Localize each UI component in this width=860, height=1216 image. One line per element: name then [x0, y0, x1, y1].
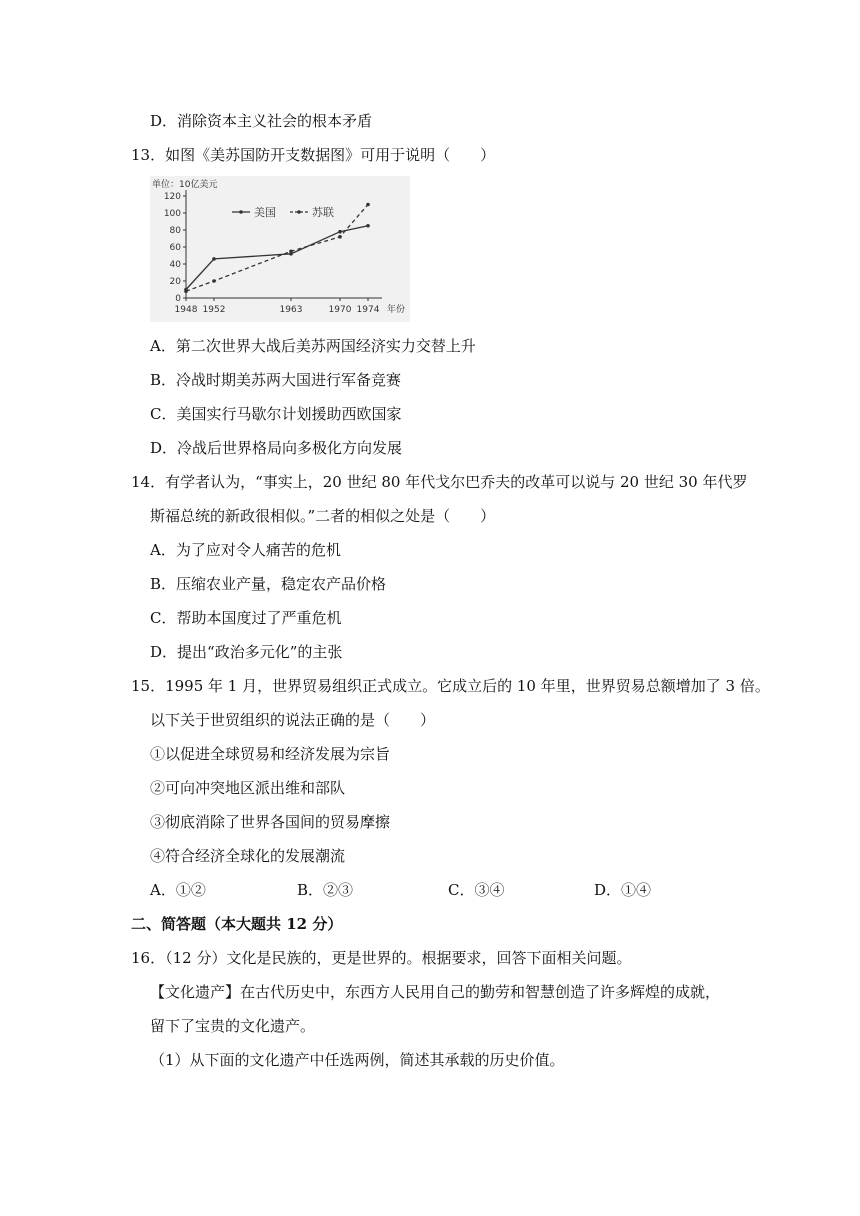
legend-label-usa: 美国 [254, 206, 276, 219]
q14-option-b: B．压缩农业产量，稳定农产品价格 [150, 575, 387, 593]
q15-statement-2: ②可向冲突地区派出维和部队 [150, 779, 346, 797]
q14-stem-line2: 斯福总统的新政很相似。”二者的相似之处是（ ） [150, 507, 496, 525]
data-point-usa [212, 257, 216, 261]
legend-label-ussr: 苏联 [312, 206, 334, 219]
chart-unit-label: 单位：10亿美元 [152, 180, 218, 190]
q15-statement-1: ①以促进全球贸易和经济发展为宗旨 [150, 745, 391, 763]
q15-statement-4: ④符合经济全球化的发展潮流 [150, 847, 346, 865]
chart-x-tick-label: 1952 [202, 305, 226, 315]
q16-paragraph-line2: 留下了宝贵的文化遗产。 [150, 1017, 316, 1035]
q15-option-a: A．①② [150, 881, 206, 899]
chart-y-tick-label: 60 [169, 243, 181, 253]
chart-y-tick-label: 120 [163, 192, 181, 202]
legend-marker-ussr [297, 210, 301, 214]
chart-y-tick-label: 20 [169, 277, 181, 287]
q16-subquestion-1: （1）从下面的文化遗产中任选两例，简述其承载的历史价值。 [150, 1051, 565, 1069]
chart-svg [150, 176, 410, 322]
chart-x-tick-label: 1974 [356, 305, 380, 315]
q15-stem-line1: 15．1995 年 1 月，世界贸易组织正式成立。它成立后的 10 年里，世界贸易总额增加了 3 倍。 [131, 677, 770, 695]
q16-paragraph-line1: 【文化遗产】在古代历史中，东西方人民用自己的勤劳和智慧创造了许多辉煌的成就， [150, 983, 721, 1001]
q13-option-a: A．第二次世界大战后美苏两国经济实力交替上升 [150, 337, 476, 355]
chart-x-tick-label: 1948 [174, 305, 198, 315]
chart-y-tick-label: 40 [169, 260, 181, 270]
data-point-usa [366, 224, 370, 228]
q12-option-d: D．消除资本主义社会的根本矛盾 [150, 112, 373, 130]
data-point-ussr [366, 203, 370, 207]
chart-x-suffix: 年份 [387, 305, 406, 315]
q13-option-d: D．冷战后世界格局向多极化方向发展 [150, 439, 403, 457]
q15-option-c: C．③④ [448, 881, 505, 899]
chart-y-tick-label: 0 [175, 294, 181, 304]
q15-stem-line2: 以下关于世贸组织的说法正确的是（ ） [150, 711, 436, 729]
legend-marker-usa [239, 210, 243, 214]
defense-spending-chart [150, 176, 410, 322]
q14-option-a: A．为了应对令人痛苦的危机 [150, 541, 341, 559]
q15-option-d: D．①④ [594, 881, 652, 899]
q14-option-d: D．提出“政治多元化”的主张 [150, 643, 343, 661]
chart-x-tick-label: 1963 [279, 305, 303, 315]
data-point-ussr [289, 249, 293, 253]
q15-option-b: B．②③ [297, 881, 354, 899]
q14-stem-line1: 14．有学者认为，“事实上，20 世纪 80 年代戈尔巴乔夫的改革可以说与 20 世纪 30 年代罗 [131, 473, 748, 491]
data-point-ussr [212, 279, 216, 283]
series-line-ussr [186, 205, 368, 292]
q15-statement-3: ③彻底消除了世界各国间的贸易摩擦 [150, 813, 391, 831]
chart-x-tick-label: 1970 [328, 305, 352, 315]
chart-y-tick-label: 100 [163, 209, 181, 219]
q16-stem: 16．（12 分）文化是民族的，更是世界的。根据要求，回答下面相关问题。 [131, 949, 632, 967]
data-point-ussr [338, 235, 342, 239]
q13-option-b: B．冷战时期美苏两大国进行军备竞赛 [150, 371, 402, 389]
data-point-ussr [184, 289, 188, 293]
q13-stem: 13．如图《美苏国防开支数据图》可用于说明（ ） [131, 146, 496, 164]
data-point-usa [338, 230, 342, 234]
q13-option-c: C．美国实行马歇尔计划援助西欧国家 [150, 405, 402, 423]
chart-y-tick-label: 80 [169, 226, 181, 236]
q14-option-c: C．帮助本国度过了严重危机 [150, 609, 342, 627]
section-heading: 二、简答题（本大题共 12 分） [131, 915, 343, 933]
